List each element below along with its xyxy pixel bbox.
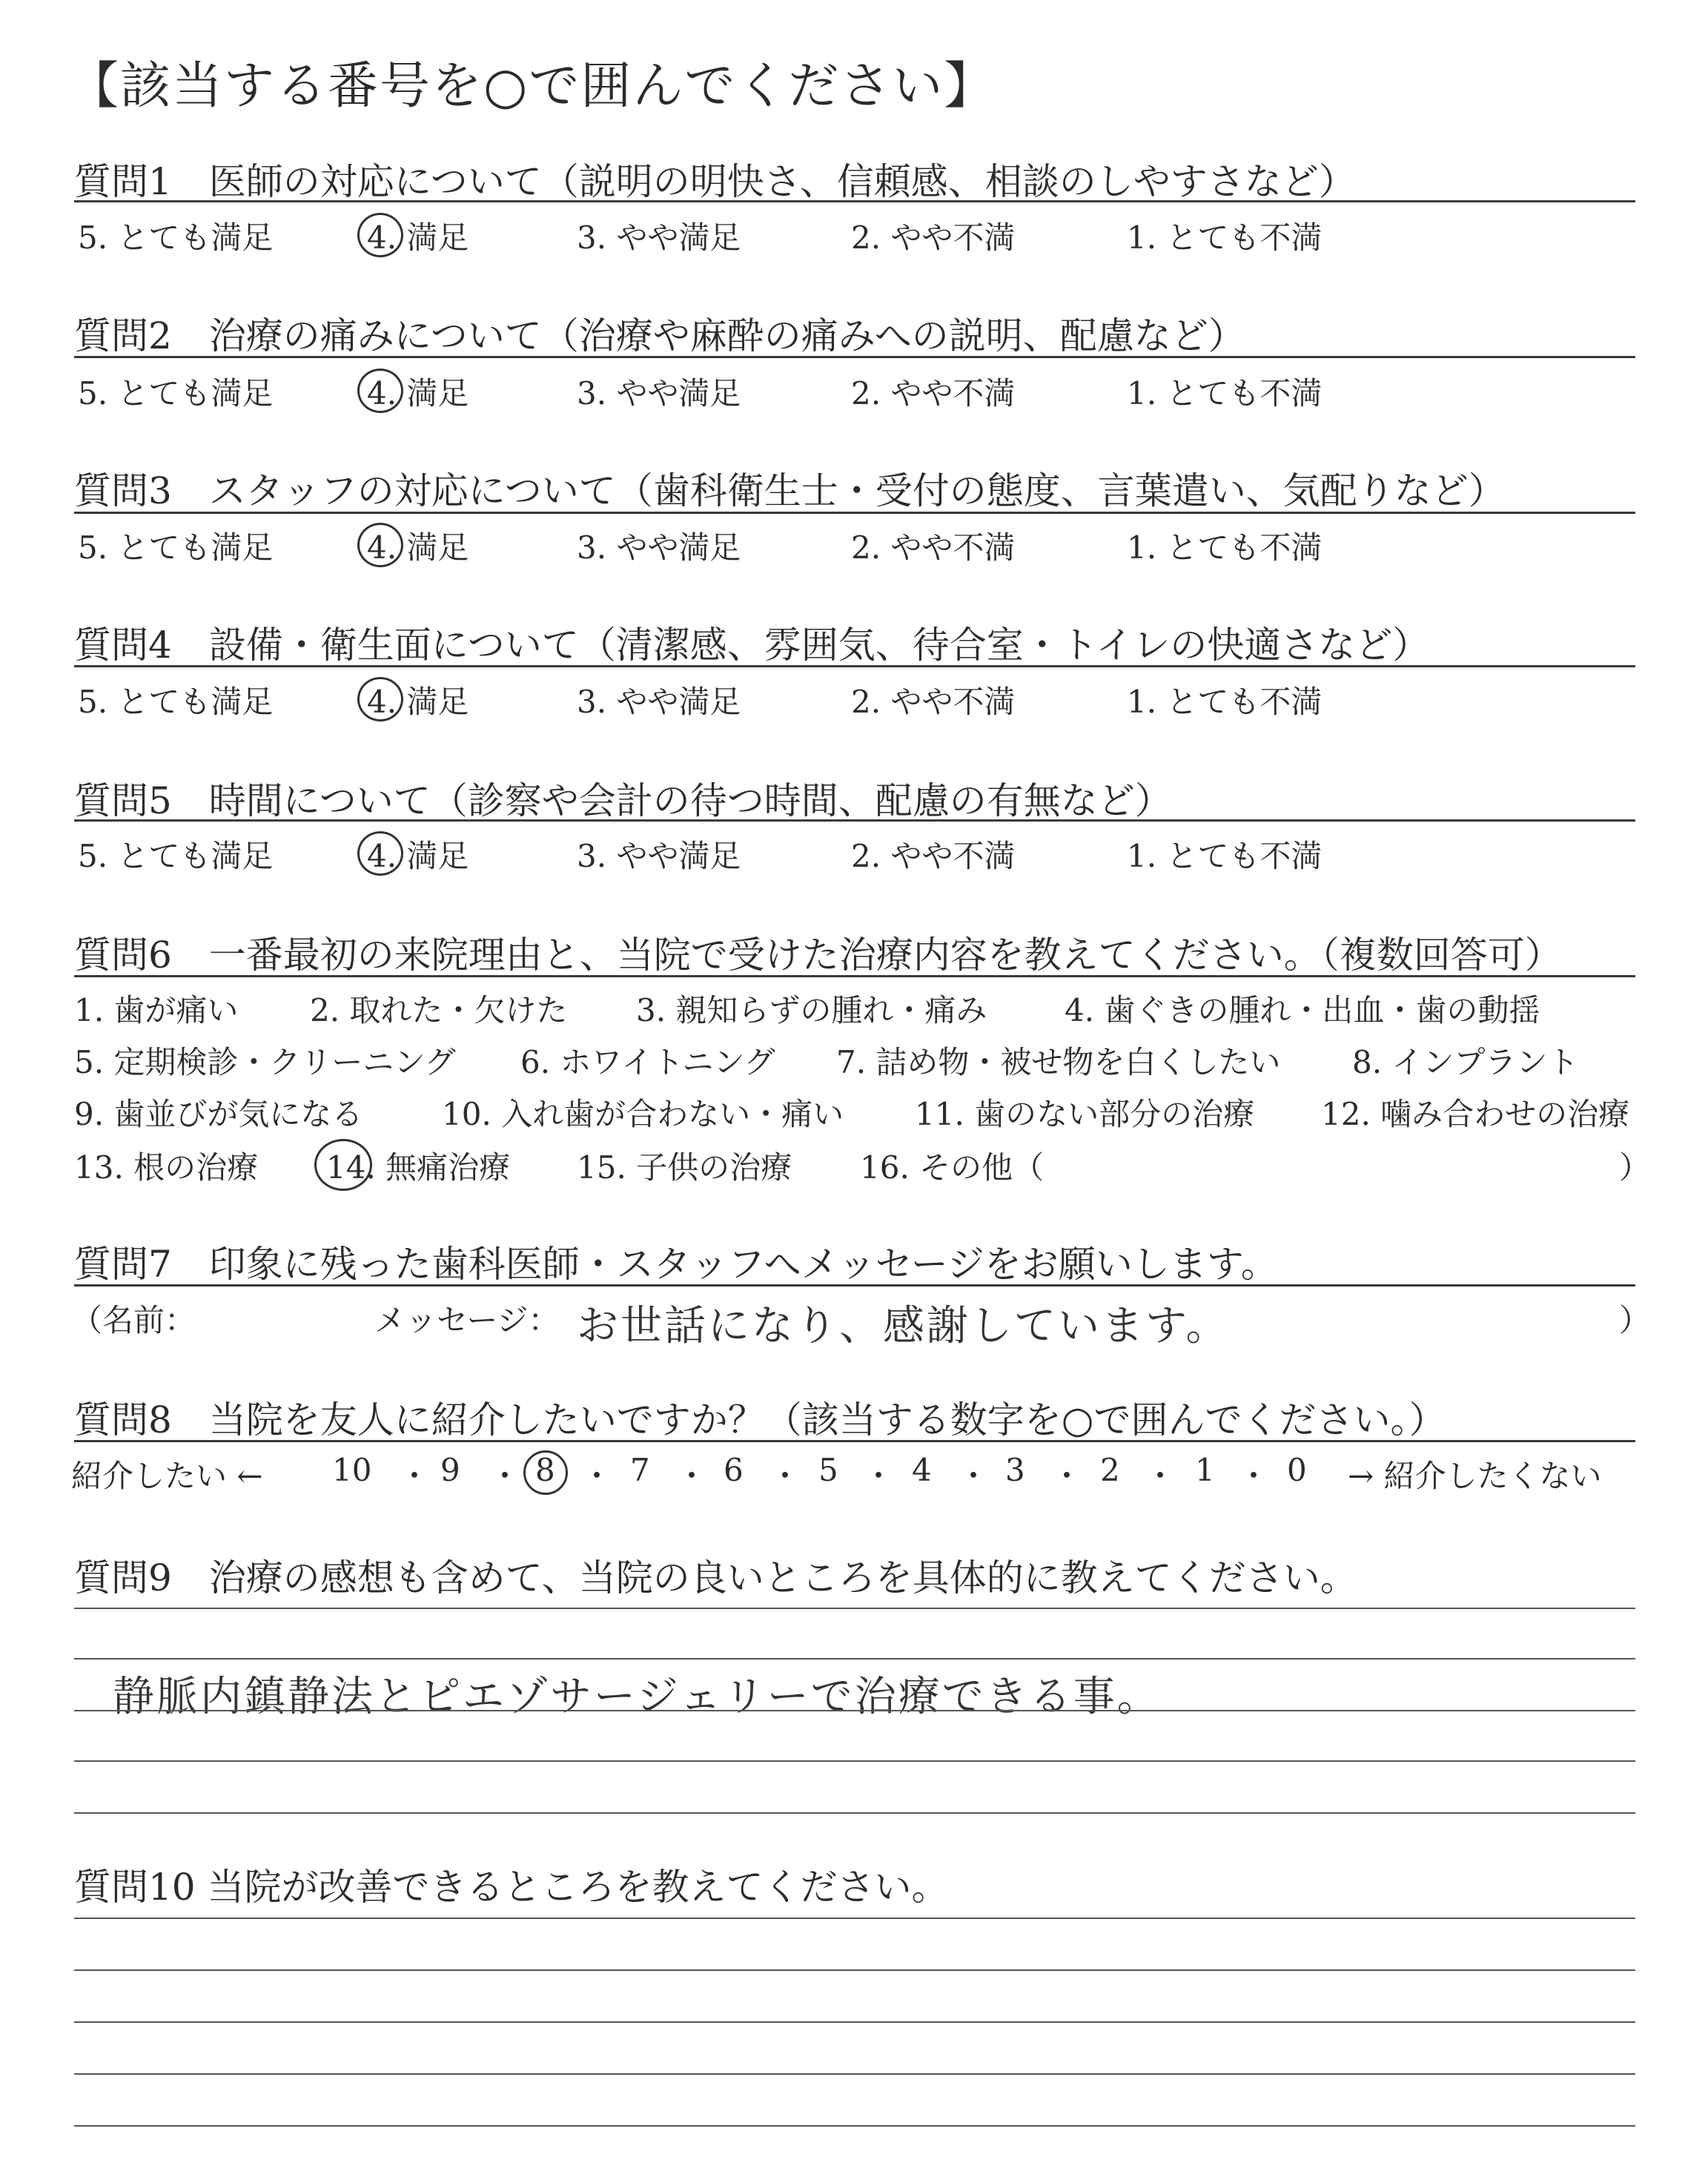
selection-circle bbox=[357, 523, 403, 567]
rule bbox=[74, 975, 1635, 977]
option-3[interactable]: 3. やや満足 bbox=[577, 684, 741, 720]
q6-option-7[interactable]: 7. 詰め物・被せ物を白くしたい bbox=[836, 1044, 1281, 1080]
option-2[interactable]: 2. やや不満 bbox=[851, 684, 1016, 720]
selection-circle bbox=[523, 1450, 568, 1495]
answer-line bbox=[74, 1608, 1635, 1609]
rule bbox=[74, 512, 1635, 514]
question-4-title: 質問4 設備・衛生面について（清潔感、雰囲気、待合室・トイレの快適さなど） bbox=[74, 624, 1430, 667]
option-4[interactable]: 4. 満足 bbox=[367, 684, 469, 720]
option-2[interactable]: 2. やや不満 bbox=[851, 838, 1016, 874]
selection-circle bbox=[357, 213, 403, 257]
rating-6[interactable]: 6 bbox=[724, 1452, 744, 1488]
close-paren: ） bbox=[1619, 1302, 1651, 1338]
separator-dot: ・ bbox=[489, 1458, 521, 1494]
question-5-title: 質問5 時間について（診察や会計の待つ時間、配慮の有無など） bbox=[74, 779, 1172, 822]
answer-line bbox=[74, 2073, 1635, 2075]
recommend-right-label: → 紹介したくない bbox=[1348, 1458, 1602, 1494]
selection-circle bbox=[314, 1139, 372, 1191]
option-4[interactable]: 4. 満足 bbox=[367, 838, 469, 874]
option-4[interactable]: 4. 満足 bbox=[367, 375, 469, 412]
rule bbox=[74, 356, 1635, 358]
option-5[interactable]: 5. とても満足 bbox=[78, 219, 274, 256]
separator-dot: ・ bbox=[399, 1458, 431, 1494]
option-1[interactable]: 1. とても不満 bbox=[1127, 219, 1323, 256]
q6-option-9[interactable]: 9. 歯並びが気になる bbox=[74, 1096, 363, 1132]
rating-1[interactable]: 1 bbox=[1195, 1452, 1215, 1488]
page-title: 【該当する番号を○で囲んでください】 bbox=[68, 57, 996, 116]
separator-dot: ・ bbox=[581, 1458, 613, 1494]
option-5[interactable]: 5. とても満足 bbox=[78, 838, 274, 874]
q6-option-12[interactable]: 12. 噛み合わせの治療 bbox=[1321, 1096, 1630, 1132]
rule bbox=[74, 200, 1635, 202]
rating-7[interactable]: 7 bbox=[630, 1452, 650, 1488]
selection-circle bbox=[357, 369, 403, 413]
q6-option-10[interactable]: 10. 入れ歯が合わない・痛い bbox=[442, 1096, 844, 1132]
rule bbox=[74, 1284, 1635, 1287]
selection-circle bbox=[357, 677, 403, 721]
separator-dot: ・ bbox=[1145, 1458, 1176, 1494]
question-3-title: 質問3 スタッフの対応について（歯科衛生士・受付の態度、言葉遣い、気配りなど） bbox=[74, 469, 1506, 512]
q6-option-14[interactable]: 14. 無痛治療 bbox=[326, 1149, 511, 1186]
rating-3[interactable]: 3 bbox=[1005, 1452, 1025, 1488]
q6-option-5[interactable]: 5. 定期検診・クリーニング bbox=[74, 1044, 456, 1080]
option-4[interactable]: 4. 満足 bbox=[367, 529, 469, 566]
q6-option-8[interactable]: 8. インプラント bbox=[1352, 1044, 1579, 1080]
rating-9[interactable]: 9 bbox=[440, 1452, 460, 1488]
option-5[interactable]: 5. とても満足 bbox=[78, 684, 274, 720]
question-6-title: 質問6 一番最初の来院理由と、当院で受けた治療内容を教えてください。（複数回答可） bbox=[74, 934, 1562, 977]
option-1[interactable]: 1. とても不満 bbox=[1127, 684, 1323, 720]
separator-dot: ・ bbox=[1051, 1458, 1083, 1494]
option-3[interactable]: 3. やや満足 bbox=[577, 529, 741, 566]
option-5[interactable]: 5. とても満足 bbox=[78, 375, 274, 412]
question-1-title: 質問1 医師の対応について（説明の明快さ、信頼感、相談のしやすさなど） bbox=[74, 160, 1356, 203]
question-7-title: 質問7 印象に残った歯科医師・スタッフへメッセージをお願いします。 bbox=[74, 1243, 1278, 1286]
question-2-title: 質問2 治療の痛みについて（治療や麻酔の痛みへの説明、配慮など） bbox=[74, 314, 1245, 357]
answer-line bbox=[74, 1710, 1635, 1711]
question-10-title: 質問10 当院が改善できるところを教えてください。 bbox=[74, 1866, 949, 1909]
rule bbox=[74, 1440, 1635, 1442]
rating-10[interactable]: 10 bbox=[332, 1452, 372, 1488]
option-4[interactable]: 4. 満足 bbox=[367, 219, 469, 256]
q6-option-6[interactable]: 6. ホワイトニング bbox=[520, 1044, 775, 1080]
option-5[interactable]: 5. とても満足 bbox=[78, 529, 274, 566]
answer-line bbox=[74, 1918, 1635, 1919]
option-1[interactable]: 1. とても不満 bbox=[1127, 529, 1323, 566]
message-label: メッセージ： bbox=[374, 1302, 560, 1338]
option-3[interactable]: 3. やや満足 bbox=[577, 219, 741, 256]
q6-option-11[interactable]: 11. 歯のない部分の治療 bbox=[915, 1096, 1255, 1132]
option-3[interactable]: 3. やや満足 bbox=[577, 838, 741, 874]
close-paren: ） bbox=[1619, 1149, 1651, 1186]
selection-circle bbox=[357, 831, 403, 876]
option-2[interactable]: 2. やや不満 bbox=[851, 375, 1016, 412]
option-1[interactable]: 1. とても不満 bbox=[1127, 375, 1323, 412]
rating-4[interactable]: 4 bbox=[912, 1452, 932, 1488]
rating-5[interactable]: 5 bbox=[818, 1452, 838, 1488]
handwritten-answer: 静脈内鎮静法とピエゾサージェリーで治療できる事。 bbox=[113, 1673, 1161, 1721]
answer-line bbox=[74, 1658, 1635, 1659]
question-9-title: 質問9 治療の感想も含めて、当院の良いところを具体的に教えてください。 bbox=[74, 1556, 1357, 1599]
option-2[interactable]: 2. やや不満 bbox=[851, 219, 1016, 256]
question-8-title: 質問8 当院を友人に紹介したいですか？（該当する数字を○で囲んでください。） bbox=[74, 1398, 1446, 1441]
name-label: （名前： bbox=[71, 1302, 196, 1338]
separator-dot: ・ bbox=[958, 1458, 990, 1494]
separator-dot: ・ bbox=[1238, 1458, 1270, 1494]
answer-line bbox=[74, 1812, 1635, 1814]
q6-option-15[interactable]: 15. 子供の治療 bbox=[577, 1149, 792, 1186]
answer-line bbox=[74, 2021, 1635, 2023]
q6-option-2[interactable]: 2. 取れた・欠けた bbox=[310, 992, 568, 1028]
separator-dot: ・ bbox=[863, 1458, 895, 1494]
recommend-left-label: 紹介したい ← bbox=[71, 1458, 263, 1494]
answer-line bbox=[74, 2125, 1635, 2127]
q6-option-13[interactable]: 13. 根の治療 bbox=[74, 1149, 259, 1186]
rule bbox=[74, 665, 1635, 667]
separator-dot: ・ bbox=[676, 1458, 708, 1494]
q6-option-16[interactable]: 16. その他（ bbox=[860, 1149, 1045, 1186]
rating-0[interactable]: 0 bbox=[1287, 1452, 1307, 1488]
handwritten-message: お世話になり、感謝しています。 bbox=[577, 1302, 1230, 1350]
rating-2[interactable]: 2 bbox=[1100, 1452, 1120, 1488]
answer-line bbox=[74, 1760, 1635, 1762]
separator-dot: ・ bbox=[769, 1458, 801, 1494]
option-1[interactable]: 1. とても不満 bbox=[1127, 838, 1323, 874]
option-2[interactable]: 2. やや不満 bbox=[851, 529, 1016, 566]
rating-8[interactable]: 8 bbox=[535, 1452, 555, 1488]
q6-option-4[interactable]: 4. 歯ぐきの腫れ・出血・歯の動揺 bbox=[1065, 992, 1540, 1028]
q6-option-1[interactable]: 1. 歯が痛い bbox=[74, 992, 239, 1028]
rule bbox=[74, 819, 1635, 822]
option-3[interactable]: 3. やや満足 bbox=[577, 375, 741, 412]
q6-option-3[interactable]: 3. 親知らずの腫れ・痛み bbox=[636, 992, 987, 1028]
answer-line bbox=[74, 1969, 1635, 1971]
